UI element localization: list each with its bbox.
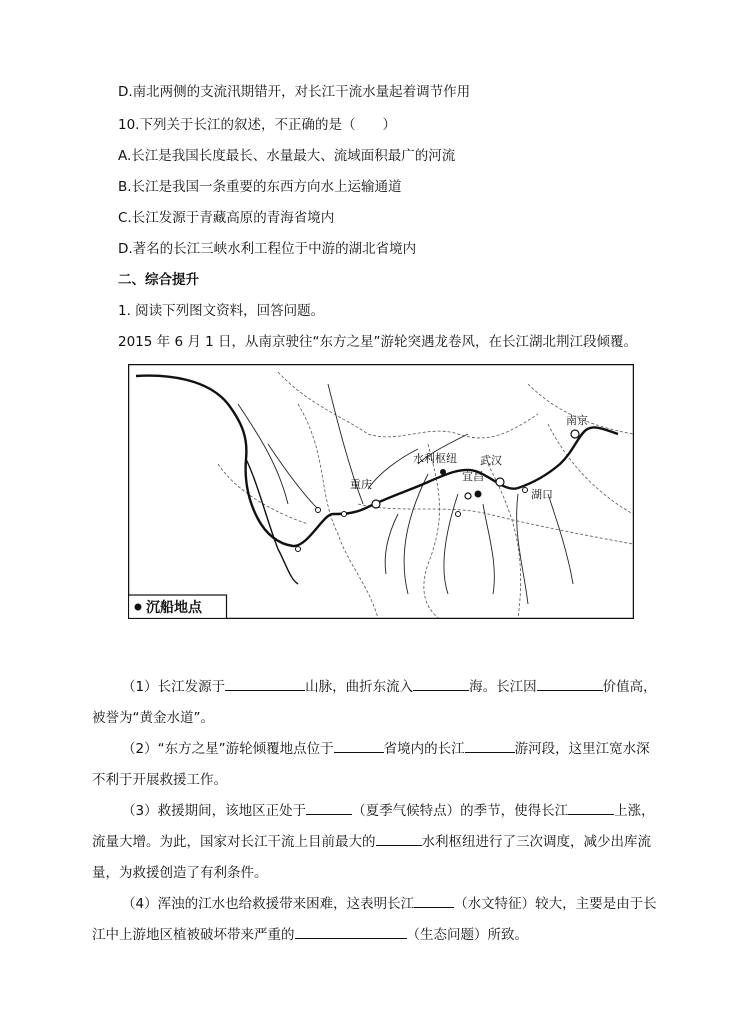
answer-blank[interactable] [334, 738, 384, 753]
legend-label: 沉船地点 [146, 600, 202, 616]
q10-option-b: B.长江是我国一条重要的东西方向水上运输通道 [118, 179, 402, 195]
answer-blank[interactable] [295, 924, 407, 939]
section-title: 二、综合提升 [118, 272, 199, 288]
answer-blank[interactable] [465, 738, 515, 753]
answer-blank[interactable] [537, 676, 603, 691]
answer-blank[interactable] [376, 831, 422, 846]
q10-stem: 10.下列关于长江的叙述，不正确的是（ ） [118, 117, 396, 133]
sub-question-2: （2）“东方之星”游轮倾覆地点位于 省境内的长江 游河段，这里江宽水深不利于开展救援工作。 [92, 734, 662, 796]
answer-blank[interactable] [568, 800, 614, 815]
q10-option-c: C.长江发源于青藏高原的青海省境内 [118, 210, 335, 226]
small-town-4 [456, 512, 461, 517]
small-town-2 [342, 512, 347, 517]
intro-text: 2015 年 6 月 1 日，从南京驶往“东方之星”游轮突遇龙卷风，在长江湖北荆江段倾覆。 [118, 334, 637, 350]
label-shuili: 水利枢纽 [413, 452, 457, 465]
q10-option-a: A.长江是我国长度最长、水量最大、流域面积最广的河流 [118, 148, 456, 164]
nanjing-marker [571, 430, 579, 438]
yichang-marker [465, 493, 471, 499]
hukou-marker [523, 488, 528, 493]
yangtze-river-map [128, 364, 634, 619]
q1-stem: 1. 阅读下列图文资料，回答问题。 [118, 303, 325, 319]
small-town-1 [316, 508, 321, 513]
shipwreck-marker [475, 491, 482, 498]
sub-question-1: （1）长江发源于 山脉，曲折东流入 海。长江因 价值高，被誉为“黄金水道”。 [92, 672, 662, 734]
label-chongqing: 重庆 [350, 478, 372, 491]
wuhan-marker [496, 478, 504, 486]
small-town-3 [296, 547, 301, 552]
label-yichang: 宜昌 [462, 470, 484, 483]
label-hukou: 湖口 [531, 488, 553, 501]
answer-blank[interactable] [225, 676, 305, 691]
sub-question-4: （4）浑浊的江水也给救援带来困难，这表明长江 （水文特征）较大，主要是由于长江中上游地区植被破坏带来严重的 （生态问题）所致。 [92, 889, 662, 951]
map-frame [129, 365, 634, 619]
chongqing-marker [372, 500, 380, 508]
map-legend [129, 595, 227, 619]
label-wuhan: 武汉 [480, 454, 502, 467]
answer-blank[interactable] [414, 893, 454, 908]
answer-blank[interactable] [306, 800, 352, 815]
answer-blank[interactable] [413, 676, 469, 691]
sub-question-3: （3）救援期间，该地区正处于 （夏季气候特点）的季节，使得长江 上涨，流量大增。为此，国家对长江干流上目前最大的 水利枢纽进行了三次调度，减少出库流量，为救援创造了有利条件。 [92, 796, 662, 889]
label-nanjing: 南京 [566, 414, 588, 427]
shuili-marker [440, 469, 446, 475]
q9-option-d: D.南北两侧的支流汛期错开，对长江干流水量起着调节作用 [118, 84, 471, 100]
q10-option-d: D.著名的长江三峡水利工程位于中游的湖北省境内 [118, 241, 417, 257]
